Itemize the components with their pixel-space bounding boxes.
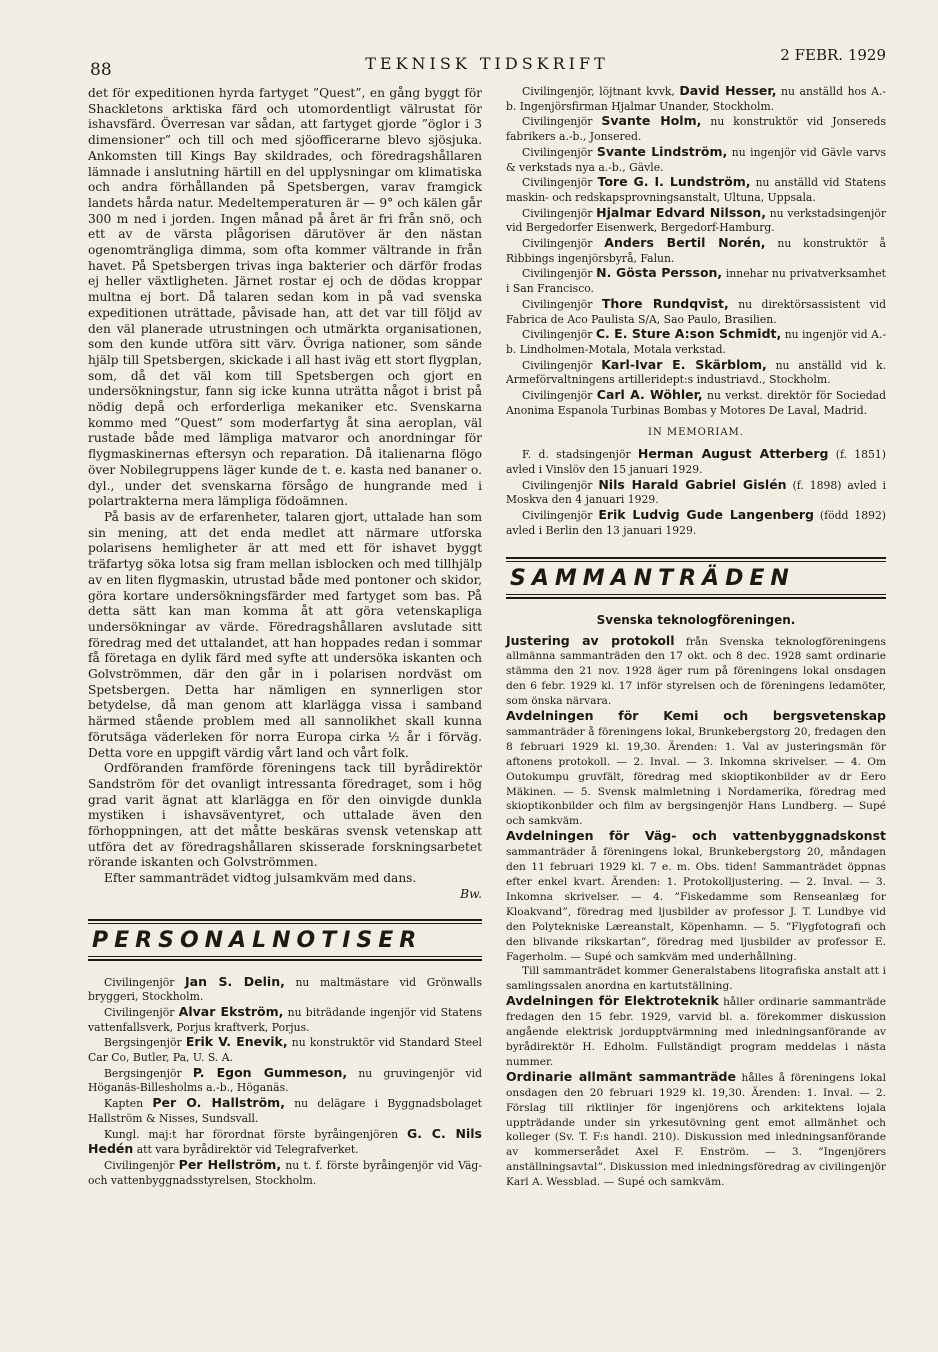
article-paragraph: Efter sammanträdet vidtog julsamkväm med dans.: [104, 871, 417, 886]
meeting-note: Till sammanträdet kommer Generalstabens litografiska anstalt att i samlingssalen anordna en kartutställning.: [506, 965, 886, 993]
personal-entry: Civilingenjör Tore G. I. Lundström, nu anställd vid Statens maskin- och redskapsprovningsanstalt, Ultuna, Uppsala.: [506, 174, 886, 204]
article-signature: Bw.: [460, 886, 482, 901]
memoriam-entry: Civilingenjör Erik Ludvig Gude Langenberg (född 1892) avled i Berlin den 13 januari 1929.: [506, 507, 887, 537]
personal-entry: Civilingenjör Karl-Ivar E. Skärblom, nu anställd vid k. Armeförvaltningens artilleridept:s industriavd., Stockholm.: [506, 356, 886, 387]
page-header: [88, 44, 886, 78]
personal-entry: Civilingenjör, löjtnant kvvk, David Hesser, nu anställd hos A.-b. Ingenjörsfirman Hjalmar Unander, Stockholm.: [506, 83, 887, 113]
personal-entry: Civilingenjör Anders Bertil Norén, nu konstruktör å Ribbings ingenjörsbyrå, Falun.: [506, 235, 886, 265]
journal-title: TEKNISK TIDSKRIFT: [365, 54, 609, 73]
personal-entry: Bergsingenjör P. Egon Gummeson, nu gruvingenjör vid Höganäs-Billesholms a.-b., Höganäs.: [88, 1064, 482, 1095]
section-heading: SAMMANTRÄDEN: [506, 561, 886, 595]
personal-entry: Civilingenjör Thore Rundqvist, nu direktörsassistent vid Fabrica de Aco Paulista S/A, Sao Paulo, Brasilien.: [506, 295, 886, 326]
article-paragraph: det för expeditionen hyrda fartyget ”Quest”, en gång byggt för Shackletons arktiska färd och utomordentligt välrustat för ishavsfärd. Överresan var sådan, att fartyget gjorde ”öglor i 3 dimensioner” och till och med sjöofficerarne blevo sjösjuka. Ankomsten till Kings Bay skildrades, och föredragshållaren lämnade i anslutning härtill en del upplysningar om klimatiska och andra förhållanden på Spetsbergen, varav framgick landets hårda natur. Medeltemperaturen är — 9° och kälen går 300 m ned i jorden. Ingen månad på året är fri från snö, och ett av de värsta plågorisen därutöver är den nästan ogenomträngliga dimma, som ofta kommer vältrande in från havet. På Spetsbergen trivas inga bakterier och därför frodas ej heller växtligheten. Järnet rostar ej och de dödas kroppar multna ej bort. Då talaren sedan kom in på vad svenska expeditionen uträttade, påvisade han, att det var till följd av den väl planerade utrustningen och utmärkta organisationen, som den kunde utföra sitt värv. Övriga nationer, som sände hjälp till Spetsbergen, skickade i all hast iväg ett stort flygplan, som, då det väl kom till Spetsbergen och gjort en undersökningstur, fann sig icke kunna uträtta något i brist på nödig depå och erforderliga mekaniker etc. Svenskarna kommo med ”Quest” som moderfartyg åt sina aeroplan, väl rustade både med lämpliga matvaror och anordningar för flygmaskinernas eftersyn och reparation. Då italienarna flögo över Nobilegruppens läger kunde de t. e. kasta ned bananer o. dyl., under det svenskarna försågo de hungrande med i polartrakterna mera lämpliga födoämnen.: [88, 86, 482, 509]
sammantraden-banner: [506, 557, 886, 599]
meeting-notice: Avdelningen för Kemi och bergsvetenskap sammanträder å föreningens lokal, Brunkebergstorg 20, fredagen den 8 februari 1929 kl. 19,30. Ärenden: 1. Val av justeringsmän för aftonens protokoll. — 2. Inval. — 3. Inkomna skrivelser. — 4. Om Outokumpu gruvfält, föredrag med skioptikonbilder av dr Eero Mäkinen. — 5. Svensk malmletning i Nordamerika, föredrag med skioptikonbilder och film av bergsingenjör Hans Lundberg. — Supé och samkväm.: [506, 708, 886, 828]
personal-entry: Civilingenjör Hjalmar Edvard Nilsson, nu verkstadsingenjör vid Bergedorfer Eisenwerk, Bergedorf-Hamburg.: [506, 204, 887, 235]
meeting-notice: Ordinarie allmänt sammanträde hålles å föreningens lokal onsdagen den 20 februari 1929 kl. 19,30. Ärenden: 1. Inval. — 2. Förslag till riktlinjer för ingenjörens och arkitektens lojala uppträdande under sin yrkesutövning gent emot allmänhet och kolleger (Sv. T. F:s handl. 210). Diskussion med inledningsanförande av kommerserådet Axel F. Enström. — 3. ”Ingenjörers anställningsavtal”. Diskussion med inledningsföredrag av civilingenjör Karl A. Wessblad. — Supé och samkväm.: [506, 1068, 886, 1189]
page-number: 88: [90, 60, 112, 80]
personal-entry: Civilingenjör Per Hellström, nu t. f. förste byråingenjör vid Väg- och vattenbyggnadsstyrelsen, Stockholm.: [88, 1157, 482, 1187]
meeting-notice: Avdelningen för Elektroteknik håller ordinarie sammanträde fredagen den 15 febr. 1929, varvid bl. a. förekommer diskussion angående elektrisk jordupptvärmning med inledningsanförande av byrådirektör H. Edholm. Fullständigt program meddelas i nästa nummer.: [506, 993, 886, 1068]
personal-entry: Civilingenjör Alvar Ekström, nu biträdande ingenjör vid Statens vattenfallsverk, Porjus kraftverk, Porjus.: [88, 1003, 482, 1034]
left-column: [88, 86, 482, 1188]
personal-entry: Bergsingenjör Erik V. Enevik, nu konstruktör vid Standard Steel Car Co, Butler, Pa, U. S. A.: [88, 1034, 482, 1065]
memoriam-entry: F. d. stadsingenjör Herman August Atterberg (f. 1851) avled i Vinslöv den 15 januari 1929.: [506, 446, 886, 477]
article-paragraph: På basis av de erfarenheter, talaren gjort, uttalade han som sin mening, att det enda medlet att närmare utforska polarisens hemligheter är att med ett för ishavet byggt träfartyg söka lotsa sig fram mellan isblocken och med tillhjälp av en liten flygmaskin, utrustad både med pontoner och skidor, göra kortare undersökningsfärder med fartyget som bas. På detta sätt kan man komma åt att göra vetenskapliga undersökningar av värde. Föredragshållaren avslutade sitt föredrag med det uttalandet, att han hoppades redan i sommar få företaga en dylik färd med syfte att undersöka iskanten och Golvströmmen, där den går in i polarisen nordväst om Spetsbergen. Detta har nämligen en synnerligen stor betydelse, då man genom att klarlägga vissa i samband härmed stående problem med all sannolikhet skall kunna förutsäga väderleken för norra Europa cirka ½ år i förväg. Detta vore en uppgift värdig vårt land och vårt folk.: [88, 509, 482, 760]
personal-entry: Civilingenjör Carl A. Wöhler, nu verkst. direktör för Sociedad Anonima Espanola Turbinas Bombas y Motores De Laval, Madrid.: [506, 387, 887, 417]
meeting-notice: Justering av protokoll från Svenska teknologföreningens allmänna sammanträden den 17 okt. och 8 dec. 1928 samt ordinarie stämma den 21 nov. 1928 äger rum på föreningens lokal onsdagen den 6 febr. 1929 kl. 17 inför styrelsen och de föreningens ledamöter, som önska närvara.: [506, 632, 886, 708]
personalnotiser-banner: [88, 919, 482, 961]
issue-date: 2 FEBR. 1929: [780, 46, 886, 64]
right-column: [506, 84, 886, 1190]
personal-entry: Civilingenjör Svante Lindström, nu ingenjör vid Gävle varvs & verkstads nya a.-b., Gävle.: [506, 143, 887, 174]
meeting-notice: Avdelningen för Väg- och vattenbyggnadskonst sammanträder å föreningens lokal, Brunkebergstorg 20, måndagen den 11 februari 1929 kl. 7 e. m. Obs. tiden! Sammanträdet öppnas efter enkel kvart. Ärenden: 1. Protokolljustering. — 2. Inval. — 3. Inkomna skrivelser. — 4. ”Fiskedamme som Renseanlæg for Kloakvand”, föredrag med ljusbilder av professor J. T. Lundbye vid den Polytekniske Læreanstalt, Köpenhamn. — 5. ”Flygfotografi och den blivande rikskartan”, föredrag med ljusbilder av professor E. Fagerholm. — Supé och samkväm med underhållning.: [506, 828, 886, 963]
personal-entry: Kungl. maj:t har förordnat förste byråingenjören G. C. Nils Hedén att vara byrådirektör vid Telegrafverket.: [88, 1125, 482, 1157]
personal-entry: Kapten Per O. Hallström, nu delägare i Byggnadsbolaget Hallström & Nisses, Sundsvall.: [88, 1095, 482, 1125]
personal-list-left: [88, 975, 482, 1189]
personal-entry: Civilingenjör Jan S. Delin, nu maltmästare vid Grönwalls bryggeri, Stockholm.: [88, 973, 483, 1004]
memoriam-entry: Civilingenjör Nils Harald Gabriel Gislén (f. 1898) avled i Moskva den 4 januari 1929.: [506, 476, 886, 507]
personal-entry: Civilingenjör C. E. Sture A:son Schmidt, nu ingenjör vid A.-b. Lindholmen-Motala, Motala verkstad.: [506, 326, 887, 356]
article-paragraph: Ordföranden framförde föreningens tack till byrådirektör Sandström för det ovanligt intressanta föredraget, som i hög grad varit ägnat att klarlägga en för den oinvigde dunkla mystiken i ishavsäventyret, och uttalade även den förhoppningen, att det måtte beskäras svensk vetenskap att utföra det av föredragshållaren skisserade forskningsarbetet rörande iskanten och Golvströmmen.: [88, 761, 482, 870]
memoriam-heading: IN MEMORIAM.: [648, 427, 744, 439]
personal-entry: Civilingenjör Svante Holm, nu konstruktör vid Jonsereds fabrikers a.-b., Jonsered.: [506, 113, 886, 144]
organization-heading: Svenska teknologföreningen.: [596, 612, 796, 627]
personal-entry: Civilingenjör N. Gösta Persson, innehar nu privatverksamhet i San Francisco.: [506, 265, 886, 296]
section-heading: PERSONALNOTISER: [88, 923, 482, 957]
